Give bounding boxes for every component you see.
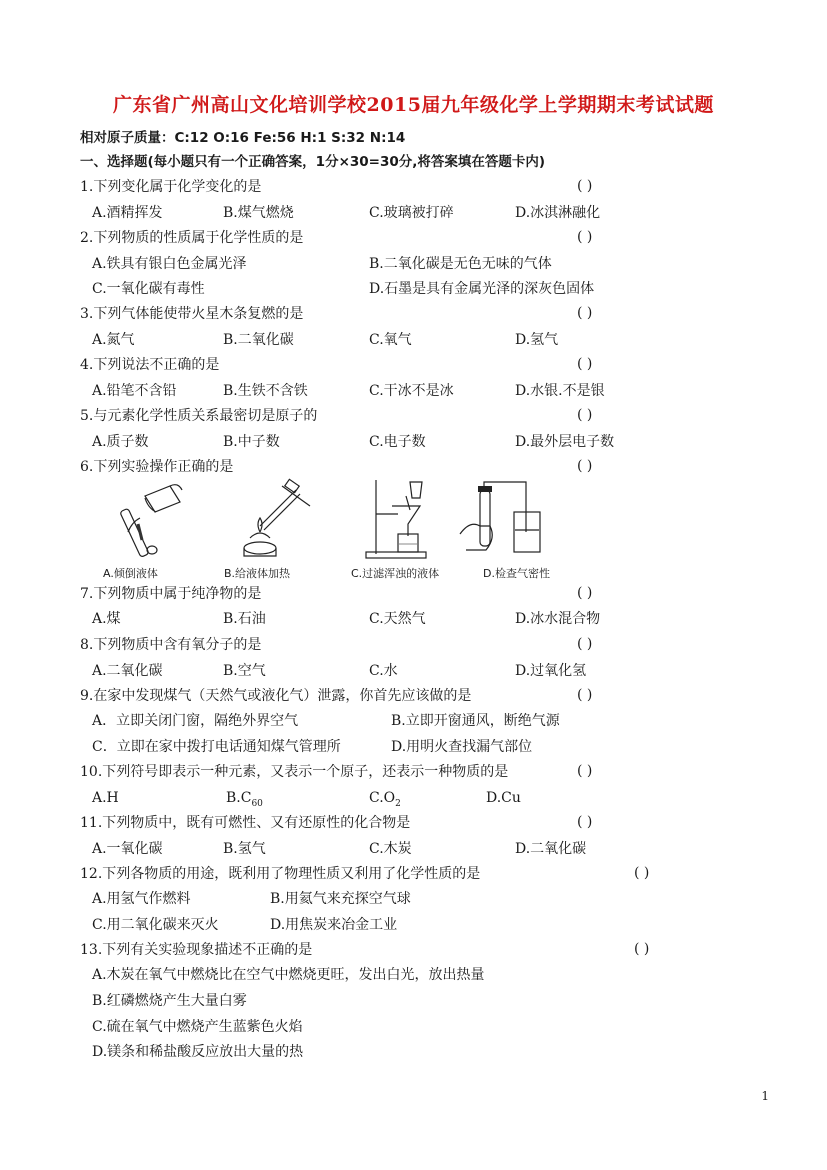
q9-option-b: B.立即开窗通风，断绝气源 <box>391 713 560 729</box>
q8-option-d: D.过氧化氢 <box>515 663 587 679</box>
question-10-stem: 10.下列符号即表示一种元素，又表示一个原子，还表示一种物质的是 <box>80 764 509 780</box>
q2-option-c: C.一氧化碳有毒性 <box>92 281 205 297</box>
pouring-liquid-illustration <box>100 478 190 563</box>
q9-option-c: C．立即在家中拨打电话通知煤气管理所 <box>92 739 341 755</box>
figure-a-caption: A.倾倒液体 <box>103 567 158 580</box>
q10-option-a: A.H <box>92 790 119 806</box>
q1-option-d: D.冰淇淋融化 <box>515 205 601 221</box>
q9-option-a: A．立即关闭门窗，隔绝外界空气 <box>92 713 299 729</box>
answer-blank-3: ( ) <box>577 305 593 321</box>
q10-option-b-main: B.C <box>226 790 252 806</box>
q3-option-c: C.氧气 <box>369 332 412 348</box>
q1-option-a: A.酒精挥发 <box>92 205 163 221</box>
q4-option-d: D.水银.不是银 <box>515 383 605 399</box>
q5-option-d: D.最外层电子数 <box>515 434 615 450</box>
q7-option-b: B.石油 <box>223 611 266 627</box>
filtration-illustration <box>362 474 442 564</box>
atomic-mass-line: 相对原子质量：C:12 O:16 Fe:56 H:1 S:32 N:14 <box>80 130 406 146</box>
figure-d-caption: D.检查气密性 <box>483 567 550 580</box>
heating-liquid-illustration <box>230 476 330 564</box>
q13-option-c: C.硫在氧气中燃烧产生蓝紫色火焰 <box>92 1019 303 1035</box>
q1-option-b: B.煤气燃烧 <box>223 205 294 221</box>
question-4-stem: 4.下列说法不正确的是 <box>80 357 220 373</box>
exam-title: 广东省广州高山文化培训学校2015届九年级化学上学期期末考试试题 <box>113 94 714 116</box>
q10-option-b-subscript: 60 <box>251 798 263 809</box>
q13-option-b: B.红磷燃烧产生大量白雾 <box>92 993 247 1009</box>
airtightness-check-illustration <box>456 478 546 562</box>
q10-option-c-subscript: 2 <box>395 798 401 809</box>
q2-option-a: A.铁具有银白色金属光泽 <box>92 256 247 272</box>
q7-option-a: A.煤 <box>92 611 121 627</box>
q4-option-b: B.生铁不含铁 <box>223 383 308 399</box>
answer-blank-10: ( ) <box>577 763 593 779</box>
q12-option-b: B.用氦气来充探空气球 <box>270 891 411 907</box>
question-5-stem: 5.与元素化学性质关系最密切是原子的 <box>80 408 318 424</box>
q12-option-d: D.用焦炭来冶金工业 <box>270 917 398 933</box>
question-3-stem: 3.下列气体能使带火星木条复燃的是 <box>80 306 304 322</box>
answer-blank-2: ( ) <box>577 229 593 245</box>
q4-option-c: C.干冰不是冰 <box>369 383 454 399</box>
answer-blank-4: ( ) <box>577 356 593 372</box>
answer-blank-1: ( ) <box>577 178 593 194</box>
answer-blank-11: ( ) <box>577 814 593 830</box>
figure-c-caption: C.过滤浑浊的液体 <box>351 567 440 580</box>
q10-option-b <box>226 789 263 813</box>
q3-option-d: D.氢气 <box>515 332 559 348</box>
q7-option-d: D.冰水混合物 <box>515 611 601 627</box>
q5-option-b: B.中子数 <box>223 434 280 450</box>
q8-option-a: A.二氧化碳 <box>92 663 163 679</box>
q13-option-a: A.木炭在氧气中燃烧比在空气中燃烧更旺，发出白光，放出热量 <box>92 967 485 983</box>
q5-option-a: A.质子数 <box>92 434 149 450</box>
question-7-stem: 7.下列物质中属于纯净物的是 <box>80 586 262 602</box>
answer-blank-6: ( ) <box>577 458 593 474</box>
question-8-stem: 8.下列物质中含有氧分子的是 <box>80 637 262 653</box>
q13-option-d: D.镁条和稀盐酸反应放出大量的热 <box>92 1044 304 1060</box>
question-6-stem: 6.下列实验操作正确的是 <box>80 459 234 475</box>
q8-option-c: C.水 <box>369 663 398 679</box>
section-heading: 一、选择题(每小题只有一个正确答案，1分×30=30分,将答案填在答题卡内) <box>80 154 546 170</box>
answer-blank-12: ( ) <box>634 865 650 881</box>
q11-option-c: C.木炭 <box>369 841 412 857</box>
page-number: 1 <box>761 1089 769 1103</box>
q3-option-b: B.二氧化碳 <box>223 332 294 348</box>
q2-option-d: D.石墨是具有金属光泽的深灰色固体 <box>369 281 595 297</box>
answer-blank-9: ( ) <box>577 687 593 703</box>
question-9-stem: 9.在家中发现煤气（天然气或液化气）泄露，你首先应该做的是 <box>80 688 472 704</box>
q11-option-d: D.二氧化碳 <box>515 841 587 857</box>
q7-option-c: C.天然气 <box>369 611 426 627</box>
q2-option-b: B.二氧化碳是无色无味的气体 <box>369 256 552 272</box>
answer-blank-5: ( ) <box>577 407 593 423</box>
q1-option-c: C.玻璃被打碎 <box>369 205 454 221</box>
question-11-stem: 11.下列物质中，既有可燃性、又有还原性的化合物是 <box>80 815 411 831</box>
q9-option-d: D.用明火查找漏气部位 <box>391 739 533 755</box>
answer-blank-8: ( ) <box>577 636 593 652</box>
question-2-stem: 2.下列物质的性质属于化学性质的是 <box>80 230 304 246</box>
figure-b-caption: B.给液体加热 <box>224 567 291 580</box>
q4-option-a: A.铅笔不含铅 <box>92 383 177 399</box>
q11-option-b: B.氢气 <box>223 841 266 857</box>
question-1-stem: 1.下列变化属于化学变化的是 <box>80 179 262 195</box>
q12-option-c: C.用二氧化碳来灭火 <box>92 917 219 933</box>
question-13-stem: 13.下列有关实验现象描述不正确的是 <box>80 942 313 958</box>
q11-option-a: A.一氧化碳 <box>92 841 163 857</box>
q10-option-c-main: C.O <box>369 790 396 806</box>
answer-blank-7: ( ) <box>577 585 593 601</box>
q5-option-c: C.电子数 <box>369 434 426 450</box>
q10-option-d: D.Cu <box>486 790 521 806</box>
q10-option-c <box>369 789 401 813</box>
q3-option-a: A.氮气 <box>92 332 135 348</box>
q8-option-b: B.空气 <box>223 663 266 679</box>
question-12-stem: 12.下列各物质的用途，既利用了物理性质又利用了化学性质的是 <box>80 866 481 882</box>
q12-option-a: A.用氢气作燃料 <box>92 891 191 907</box>
answer-blank-13: ( ) <box>634 941 650 957</box>
